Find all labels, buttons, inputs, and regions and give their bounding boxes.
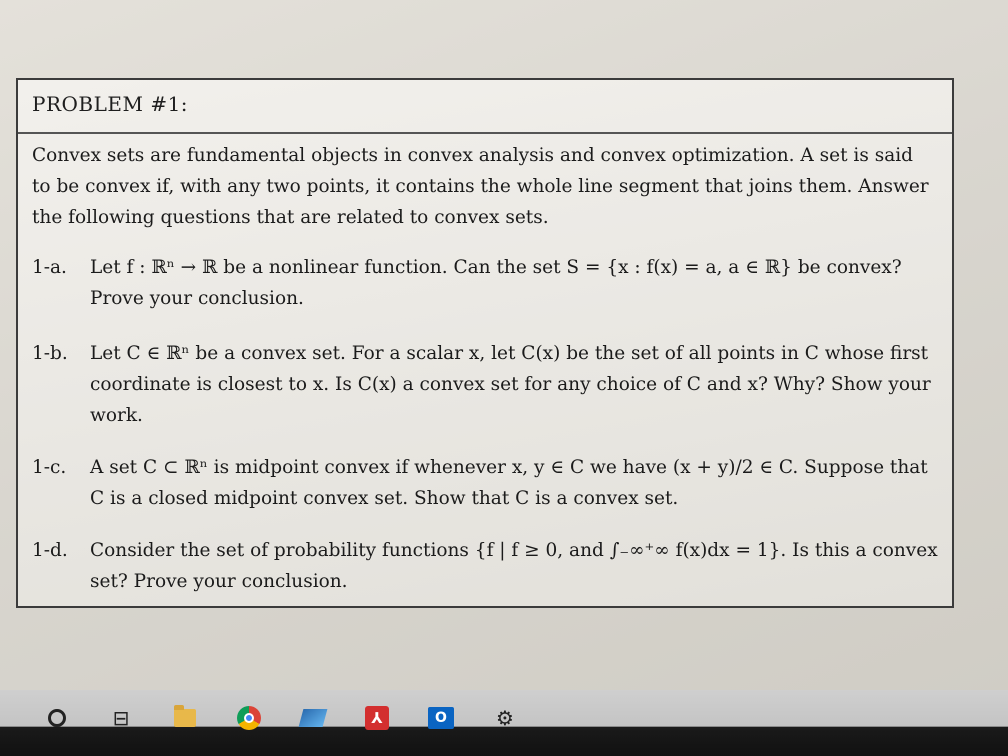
taskbar-icons xyxy=(40,698,522,738)
taskbar xyxy=(0,690,1008,756)
chrome-icon[interactable] xyxy=(232,701,266,735)
question-label: 1-a. xyxy=(32,257,67,278)
acrobat-glyph: ⅄ xyxy=(365,706,389,730)
question-label: 1-d. xyxy=(32,540,68,561)
problem-box xyxy=(16,78,954,608)
task-view-icon[interactable]: ⊟ xyxy=(112,706,130,730)
outlook-glyph: O xyxy=(428,707,454,729)
question-text: Let C ∈ ℝⁿ be a convex set. For a scalar x, let C(x) be the set of all points in C whose first coordinate is closest to x. Is C(x) a convex set for any choice of C and x? Why? Show your work. xyxy=(90,343,931,426)
question-text: Let f : ℝⁿ → ℝ be a nonlinear function. Can the set S = {x : f(x) = a, a ∈ ℝ} be convex? Prove your conclusion. xyxy=(90,257,902,309)
problem-intro: Convex sets are fundamental objects in convex analysis and convex optimization. A set is said to be convex if, with any two points, it contains the whole line segment that joins them. Answer the following questions that are related to convex sets. xyxy=(32,145,929,228)
settings-icon[interactable]: ⚙ xyxy=(496,706,514,730)
problem-heading: PROBLEM #1: xyxy=(32,92,189,116)
question-text: Consider the set of probability functions {f | f ≥ 0, and ∫₋∞⁺∞ f(x)dx = 1}. Is this a convex set? Prove your conclusion. xyxy=(90,540,938,592)
acrobat-icon[interactable] xyxy=(360,701,394,735)
question-1d xyxy=(32,535,942,597)
question-label: 1-c. xyxy=(32,457,67,478)
question-1a xyxy=(32,252,942,314)
question-text: A set C ⊂ ℝⁿ is midpoint convex if whenever x, y ∈ C we have (x + y)/2 ∈ C. Suppose that C is a closed midpoint convex set. Show that C is a convex set. xyxy=(90,457,928,509)
question-1b xyxy=(32,338,942,431)
outlook-icon[interactable] xyxy=(424,701,458,735)
search-circle-icon[interactable] xyxy=(40,701,74,735)
question-1c xyxy=(32,452,942,514)
question-label: 1-b. xyxy=(32,343,68,364)
heading-divider xyxy=(18,132,952,134)
photos-icon[interactable] xyxy=(296,701,330,735)
file-explorer-icon[interactable] xyxy=(168,701,202,735)
